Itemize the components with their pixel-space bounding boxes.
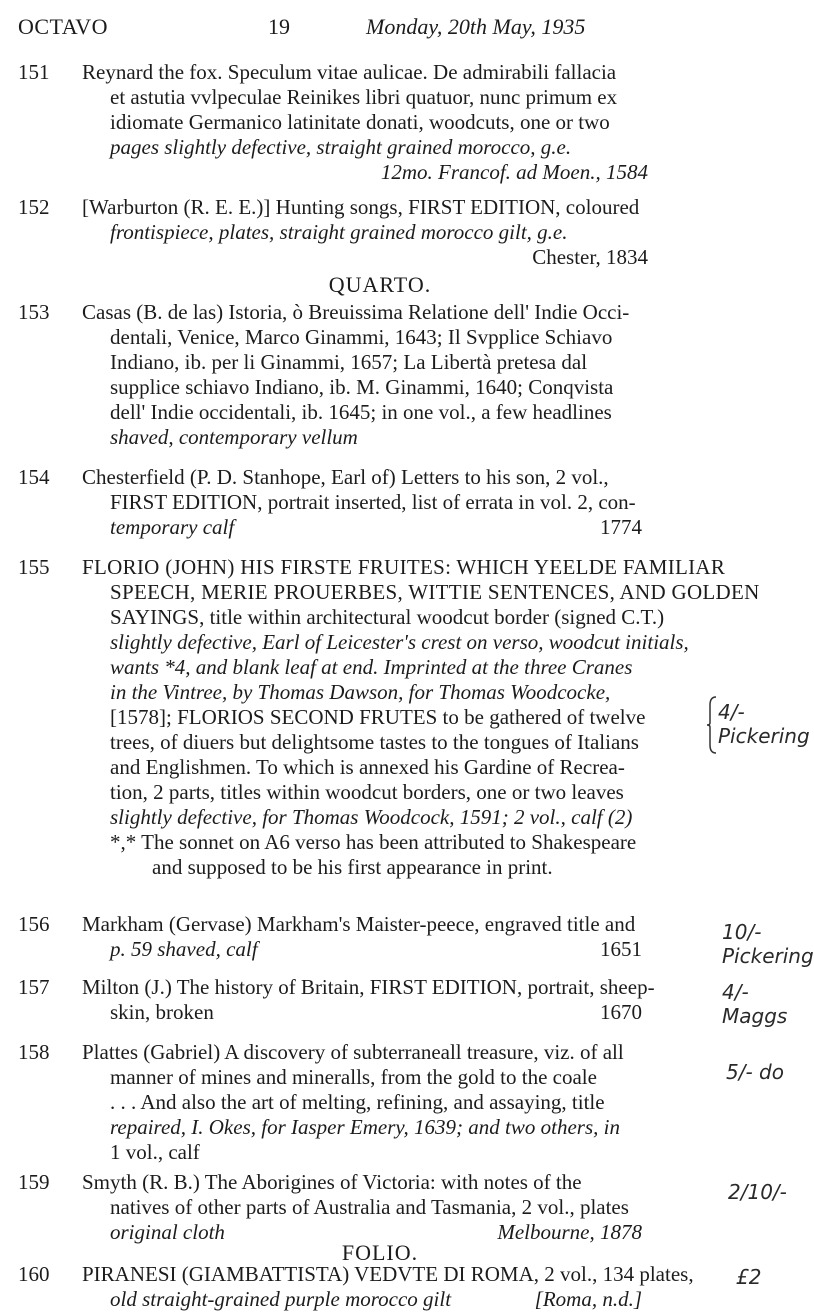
handwritten-annotation-157: 4/- Maggs	[722, 980, 788, 1028]
lot-description	[82, 912, 708, 962]
handwritten-annotation-158: 5/- do	[726, 1060, 784, 1084]
lot-line	[82, 937, 708, 962]
lot-line-text: temporary calf	[110, 515, 235, 539]
handwritten-annotation-156: 10/- Pickering	[722, 920, 814, 968]
lot-line: repaired, I. Okes, for Iasper Emery, 1639; and two others, in	[110, 1115, 620, 1139]
lot-152	[18, 195, 708, 270]
lot-line-text: old straight-grained purple morocco gilt	[110, 1287, 452, 1311]
handwritten-annotation-159: 2/10/-	[728, 1180, 787, 1204]
lot-line: SAYINGS, title within architectural woodcut border (signed C.T.)	[110, 605, 665, 629]
lot-footnote: *,* The sonnet on A6 verso has been attributed to Shakespeare	[110, 830, 637, 854]
handwritten-annotation-155: 4/- Pickering	[718, 700, 810, 748]
lot-154	[18, 465, 708, 540]
lot-imprint: [Roma, n.d.]	[534, 1287, 642, 1311]
lot-description	[82, 1170, 708, 1245]
margin-bracket-mark	[706, 695, 720, 755]
lot-line: Milton (J.) The history of Britain, FIRST EDITION, portrait, sheep-	[82, 975, 655, 999]
lot-description	[82, 300, 708, 450]
lot-line: slightly defective, Earl of Leicester's crest on verso, woodcut initials,	[110, 630, 689, 654]
lot-line: et astutia vvlpeculae Reinikes libri quatuor, nunc primum ex	[110, 85, 618, 109]
lot-line: slightly defective, for Thomas Woodcock, 1591; 2 vol., calf (2)	[110, 805, 633, 829]
lot-line: frontispiece, plates, straight grained morocco gilt, g.e.	[110, 220, 568, 244]
lot-number: 152	[18, 195, 50, 219]
lot-year: 1670	[600, 1000, 642, 1024]
lot-line-text: p. 59 shaved, calf	[110, 937, 258, 961]
lot-description	[82, 1040, 708, 1165]
lot-line: 1 vol., calf	[110, 1140, 200, 1164]
lot-description	[82, 465, 708, 540]
lot-line: natives of other parts of Australia and Tasmania, 2 vol., plates	[110, 1195, 629, 1219]
lot-footnote: and supposed to be his first appearance in print.	[152, 855, 553, 879]
section-heading-folio: FOLIO.	[341, 1240, 419, 1265]
lot-line: dell' Indie occidentali, ib. 1645; in one vol., a few headlines	[110, 400, 612, 424]
lot-line: wants *4, and blank leaf at end. Imprinted at the three Cranes	[110, 655, 633, 679]
lot-line: FLORIO (JOHN) HIS FIRSTE FRUITES: WHICH YEELDE FAMILIAR	[82, 555, 726, 579]
lot-151	[18, 60, 708, 185]
lot-imprint: 12mo. Francof. ad Moen., 1584	[380, 160, 648, 184]
handwritten-annotation-160: £2	[736, 1265, 762, 1289]
lot-156	[18, 912, 708, 962]
lot-line	[82, 1000, 708, 1025]
sale-date: Monday, 20th May, 1935	[366, 14, 586, 39]
lot-153	[18, 300, 708, 450]
lot-line: Plattes (Gabriel) A discovery of subterraneall treasure, viz. of all	[82, 1040, 624, 1064]
lot-line: Indiano, ib. per li Ginammi, 1657; La Libertà pretesa dal	[110, 350, 588, 374]
lot-line-text: skin, broken	[110, 1000, 214, 1024]
lot-line: Casas (B. de las) Istoria, ò Breuissima Relatione dell' Indie Occi-	[82, 300, 630, 324]
lot-line	[82, 1287, 708, 1312]
lot-line: Reynard the fox. Speculum vitae aulicae. De admirabili fallacia	[82, 60, 617, 84]
lot-line: shaved, contemporary vellum	[110, 425, 358, 449]
lot-line: pages slightly defective, straight grained morocco, g.e.	[110, 135, 572, 159]
lot-year: 1651	[600, 937, 642, 961]
lot-year: 1774	[600, 515, 642, 539]
lot-158	[18, 1040, 708, 1165]
lot-157	[18, 975, 708, 1025]
lot-line: FIRST EDITION, portrait inserted, list of errata in vol. 2, con-	[110, 490, 636, 514]
lot-line: trees, of diuers but delightsome tastes to the tongues of Italians	[110, 730, 639, 754]
page-header	[18, 14, 782, 44]
lot-number: 155	[18, 555, 50, 579]
lot-number: 156	[18, 912, 50, 936]
lot-imprint: Melbourne, 1878	[497, 1220, 642, 1244]
lot-number: 159	[18, 1170, 50, 1194]
lot-number: 158	[18, 1040, 50, 1064]
lot-number: 154	[18, 465, 50, 489]
lot-description	[82, 195, 708, 270]
section-label: OCTAVO	[18, 14, 109, 39]
lot-description	[82, 975, 708, 1025]
lot-description	[82, 1262, 708, 1312]
lot-number: 151	[18, 60, 50, 84]
lot-number: 153	[18, 300, 50, 324]
lot-line	[82, 515, 708, 540]
lot-160	[18, 1262, 708, 1312]
lot-159	[18, 1170, 708, 1245]
lot-line: supplice schiavo Indiano, ib. M. Ginammi, 1640; Conqvista	[110, 375, 614, 399]
section-heading-quarto: QUARTO.	[328, 272, 432, 297]
lot-line: manner of mines and mineralls, from the gold to the coale	[110, 1065, 597, 1089]
lot-line: and Englishmen. To which is annexed his Gardine of Recrea-	[110, 755, 625, 779]
lot-description	[82, 555, 760, 880]
lot-line: Smyth (R. B.) The Aborigines of Victoria: with notes of the	[82, 1170, 582, 1194]
lot-line: Chesterfield (P. D. Stanhope, Earl of) Letters to his son, 2 vol.,	[82, 465, 609, 489]
lot-imprint: Chester, 1834	[532, 245, 648, 269]
lot-line: dentali, Venice, Marco Ginammi, 1643; Il Svpplice Schiavo	[110, 325, 613, 349]
lot-line: Markham (Gervase) Markham's Maister-peece, engraved title and	[82, 912, 636, 936]
lot-number: 157	[18, 975, 50, 999]
lot-line: [1578]; FLORIOS SECOND FRUTES to be gathered of twelve	[110, 705, 646, 729]
page-number: 19	[268, 14, 290, 39]
lot-line-text: original cloth	[110, 1220, 225, 1244]
lot-155	[18, 555, 760, 880]
lot-line: tion, 2 parts, titles within woodcut borders, one or two leaves	[110, 780, 624, 804]
lot-description	[82, 60, 708, 185]
lot-line: . . . And also the art of melting, refining, and assaying, title	[110, 1090, 605, 1114]
lot-line: in the Vintree, by Thomas Dawson, for Thomas Woodcocke,	[110, 680, 611, 704]
lot-line: [Warburton (R. E. E.)] Hunting songs, FIRST EDITION, coloured	[82, 195, 640, 219]
lot-line: idiomate Germanico latinitate donati, woodcuts, one or two	[110, 110, 610, 134]
lot-line: PIRANESI (GIAMBATTISTA) VEDVTE DI ROMA, 2 vol., 134 plates,	[82, 1262, 694, 1286]
lot-line: SPEECH, MERIE PROUERBES, WITTIE SENTENCES, AND GOLDEN	[110, 580, 760, 604]
lot-number: 160	[18, 1262, 50, 1286]
